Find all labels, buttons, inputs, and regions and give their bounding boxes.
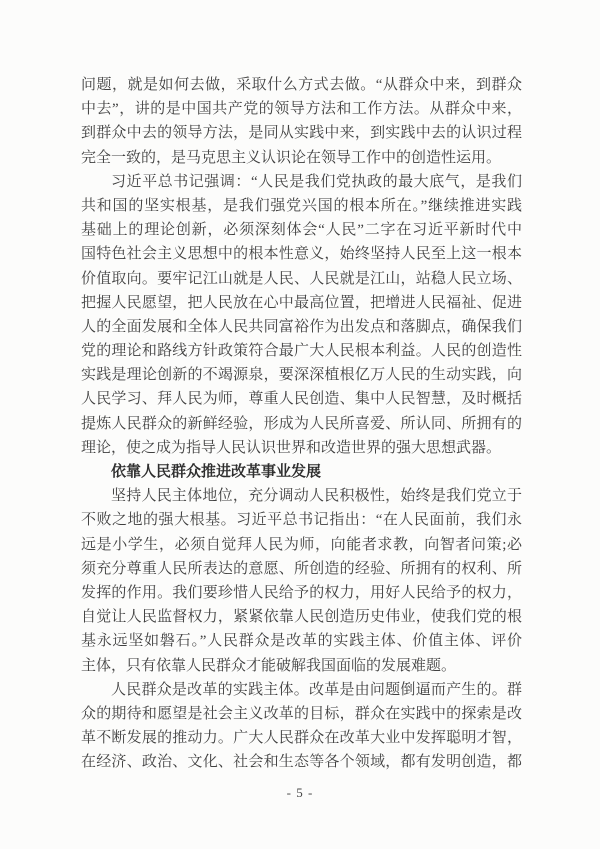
text-line: 党的理论和路线方针政策符合最广大人民根本利益。人民的创造性 xyxy=(81,343,522,360)
text-line: 实践是理论创新的不竭源泉，要深深植根亿万人民的生动实践，向 xyxy=(81,367,522,384)
text-line: 人民群众是改革的实践主体。改革是由问题倒逼而产生的。群 xyxy=(111,681,522,698)
page-number: - 5 - xyxy=(286,785,314,800)
text-line: 理论，使之成为指导人民认识世界和改造世界的强大思想武器。 xyxy=(81,439,502,456)
text-line: 中去”，讲的是中国共产党的领导方法和工作方法。从群众中来， xyxy=(81,101,522,118)
text-line: 基永远坚如磐石。”人民群众是改革的实践主体、价值主体、评价 xyxy=(81,633,522,650)
section-heading: 依靠人民群众推进改革事业发展 xyxy=(111,464,322,480)
text-line: 问题，就是如何去做，采取什么方式去做。“从群众中来，到群众 xyxy=(81,77,522,93)
text-line: 不败之地的强大根基。习近平总书记指出：“在人民面前，我们永 xyxy=(81,512,522,529)
text-line: 众的期待和愿望是社会主义改革的目标，群众在实践中的探索是改 xyxy=(81,705,522,722)
text-line: 人民学习、拜人民为师，尊重人民创造、集中人民智慧，及时概括 xyxy=(81,391,522,408)
text-line: 把握人民愿望，把人民放在心中最高位置，把增进人民福祉、促进 xyxy=(81,294,522,311)
text-line: 主体，只有依靠人民群众才能破解我国面临的发展难题。 xyxy=(81,657,457,674)
text-line: 到群众中去的领导方法，是同从实践中来，到实践中去的认识过程 xyxy=(81,125,522,142)
text-line: 提炼人民群众的新鲜经验，形成为人民所喜爱、所认同、所拥有的 xyxy=(81,415,522,432)
text-line: 人的全面发展和全体人民共同富裕作为出发点和落脚点，确保我们 xyxy=(81,318,522,335)
text-line: 革不断发展的推动力。广大人民群众在改革大业中发挥聪明才智， xyxy=(81,730,522,747)
text-line: 在经济、政治、文化、社会和生态等各个领域，都有发明创造，都 xyxy=(81,754,522,771)
text-line: 完全一致的，是马克思主义认识论在领导工作中的创造性运用。 xyxy=(81,149,502,166)
text-line: 价值取向。要牢记江山就是人民、人民就是江山，站稳人民立场、 xyxy=(81,270,522,287)
text-line: 习近平总书记强调：“人民是我们党执政的最大底气，是我们 xyxy=(111,173,522,190)
text-line: 远是小学生，必须自觉拜人民为师，向能者求教，向智者问策;必 xyxy=(81,536,522,553)
text-line: 须充分尊重人民所表达的意愿、所创造的经验、所拥有的权利、所 xyxy=(81,560,522,577)
text-line: 坚持人民主体地位，充分调动人民积极性，始终是我们党立于 xyxy=(111,488,522,505)
text-line: 自觉让人民监督权力，紧紧依靠人民创造历史伟业，使我们党的根 xyxy=(81,609,522,626)
body-text xyxy=(81,73,522,774)
text-line: 国特色社会主义思想中的根本性意义，始终坚持人民至上这一根本 xyxy=(81,246,522,263)
text-line: 发挥的作用。我们要珍惜人民给予的权力，用好人民给予的权力， xyxy=(81,584,522,601)
text-line: 基础上的理论创新，必须深刻体会“人民”二字在习近平新时代中 xyxy=(81,222,522,239)
text-line: 共和国的坚实根基，是我们强党兴国的根本所在。”继续推进实践 xyxy=(81,197,522,214)
